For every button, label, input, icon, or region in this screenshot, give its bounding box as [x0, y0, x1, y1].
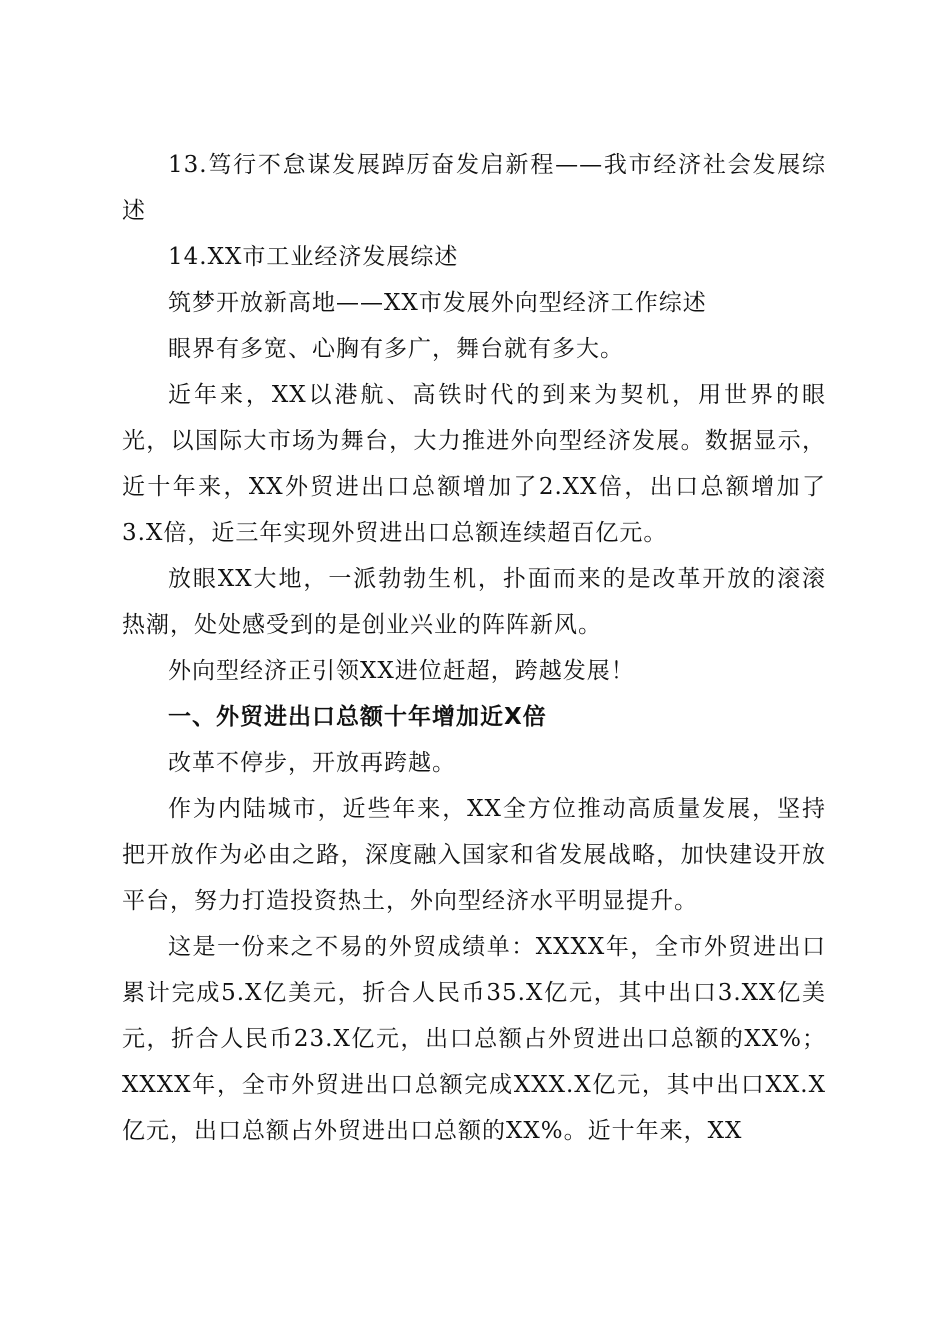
- trade-paragraph: 这是一份来之不易的外贸成绩单：XXXX年，全市外贸进出口累计完成5.X亿美元，折合人民币35.X亿元，其中出口3.XX亿美元，折合人民币23.X亿元，出口总额占外贸进出口总额的XX%；XXXX年，全市外贸进出口总额完成XXX.X亿元，其中出口XX.X亿元，出口总额占外贸进出口总额的XX%。近十年来，XX: [122, 934, 826, 1144]
- intro-paragraph: 近年来，XX以港航、高铁时代的到来为契机，用世界的眼光，以国际大市场为舞台，大力推进外向型经济发展。数据显示，近十年来，XX外贸进出口总额增加了2.XX倍，出口总额增加了3.X倍，近三年实现外贸进出口总额连续超百亿元。: [122, 382, 826, 546]
- inland-paragraph: 作为内陆城市，近些年来，XX全方位推动高质量发展，坚持把开放作为必由之路，深度融入国家和省发展战略，加快建设开放平台，努力打造投资热土，外向型经济水平明显提升。: [122, 796, 826, 914]
- list-item-14: 14.XX市工业经济发展综述: [168, 244, 459, 270]
- lead-sentence: 外向型经济正引领XX进位赶超，跨越发展！: [168, 658, 635, 684]
- landscape-paragraph: 放眼XX大地，一派勃勃生机，扑面而来的是改革开放的滚滚热潮，处处感受到的是创业兴业的阵阵新风。: [122, 566, 826, 638]
- lead-line: 眼界有多宽、心胸有多广，舞台就有多大。: [168, 336, 624, 362]
- section-heading: 一、外贸进出口总额十年增加近X倍: [168, 704, 547, 730]
- list-item-13: 13.笃行不怠谋发展踔厉奋发启新程——我市经济社会发展综述: [122, 152, 826, 224]
- section-lead: 改革不停步，开放再跨越。: [168, 750, 456, 776]
- document-body: [122, 142, 826, 1154]
- article-title: 筑梦开放新高地——XX市发展外向型经济工作综述: [168, 290, 707, 316]
